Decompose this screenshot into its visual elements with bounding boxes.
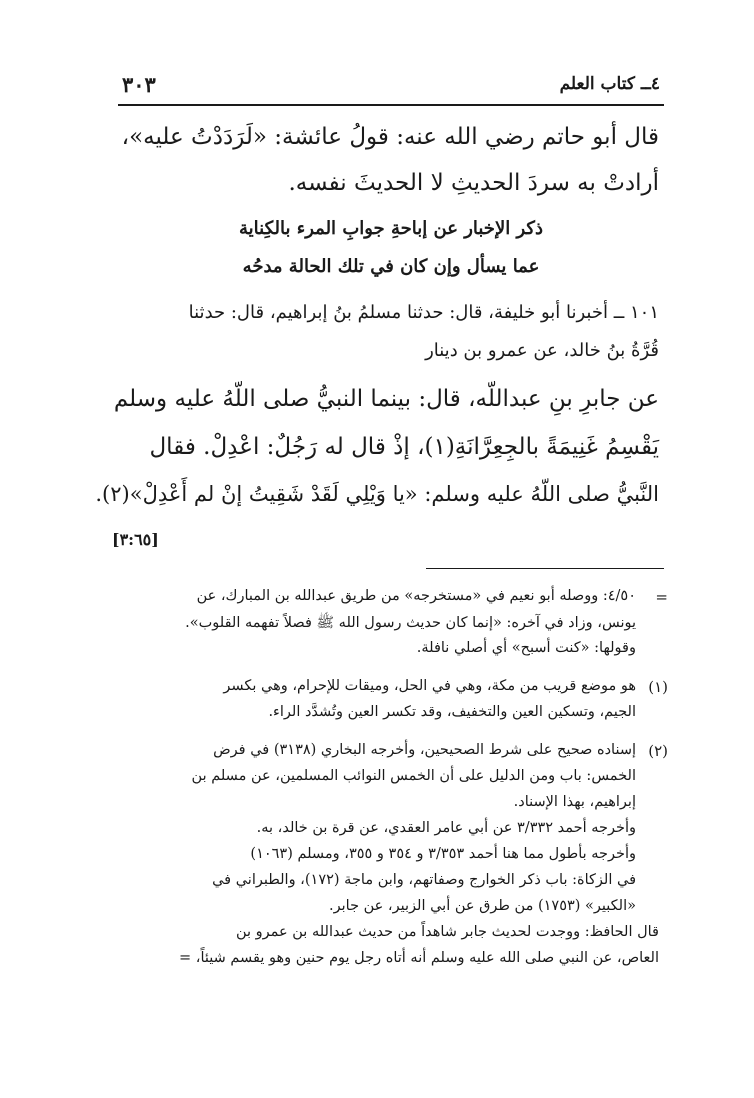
- chapter-heading-line-2: عما يسأل وإن كان في تلك الحالة مدحُه: [242, 256, 540, 277]
- footnote-2-line-3: إبراهيم، بهذا الإسناد.: [513, 794, 636, 810]
- footnote-2-number: (٢): [648, 742, 668, 760]
- volume-reference: [٣:٦٥]: [112, 530, 159, 549]
- running-header: [118, 70, 664, 106]
- footnote-1-number: (١): [648, 678, 668, 696]
- hadith-text-line-1: عن جابرِ بنِ عبداللّه، قال: بينما النبيُّ صلى اللّهُ عليه وسلم: [113, 386, 659, 412]
- footnote-2-line-5: وأخرجه بأطول مما هنا أحمد ٣/٣٥٣ و ٣٥٤ و ٣٥٥، ومسلم (١٠٦٣): [250, 846, 636, 862]
- isnad-line-1: ١٠١ ــ أخبرنا أبو خليفة، قال: حدثنا مسلمُ بنُ إبراهيم، قال: حدثنا: [188, 302, 659, 323]
- hadith-text-line-2: يَقْسِمُ غَنِيمَةً بالجِعِرَّانَةِ(١)، إذْ قال له رَجُلٌ: اعْدِلْ. فقال: [149, 434, 659, 460]
- footnote-1-line-2: الجيم، وتسكين العين والتخفيف، وقد تكسر العين وتُشدَّد الراء.: [268, 704, 636, 720]
- page-number: ٣٠٣: [122, 72, 156, 97]
- footnote-1-line-1: [223, 678, 668, 696]
- footnote-continued-line-2: يونس، وزاد في آخره: «إنما كان حديث رسول الله ﷺ فصلاً تفهمه القلوب».: [185, 615, 636, 631]
- footnote-2-line-9: العاص، عن النبي صلى الله عليه وسلم أنه أتاه رجل يوم حنين وهو يقسم شيئاً، =: [179, 950, 659, 966]
- commentary-line-2: أرادتْ به سردَ الحديثِ لا الحديثَ نفسه.: [288, 170, 659, 196]
- footnote-1-text-1: هو موضع قريب من مكة، وهي في الحل، وميقات للإحرام، وهي بكسر: [223, 678, 636, 694]
- commentary-line-1: قال أبو حاتم رضي الله عنه: قولُ عائشة: «لَرَدَدْتُ عليه»،: [121, 124, 659, 150]
- chapter-heading-line-1: ذكر الإخبار عن إباحةِ جوابِ المرء بالكِناية: [239, 218, 543, 239]
- footnote-2-line-6: في الزكاة: باب ذكر الخوارج وصفاتهم، وابن ماجة (١٧٢)، والطبراني في: [212, 872, 636, 888]
- footnote-2-line-8: قال الحافظ: ووجدت لحديث جابر شاهداً من حديث عبدالله بن عمرو بن: [235, 924, 659, 940]
- footnote-2-line-2: الخمس: باب ومن الدليل على أن الخمس النوائب المسلمين، عن مسلم بن: [191, 768, 636, 784]
- continuation-mark: =: [655, 588, 668, 606]
- footnote-continued-line-3: وقولها: «كنت أسبح» أي أصلي نافلة.: [416, 640, 636, 656]
- footnote-continued-line-1: [196, 588, 668, 606]
- footnote-2-line-4: وأخرجه أحمد ٣/٣٣٢ عن أبي عامر العقدي، عن قرة بن خالد، به.: [256, 820, 636, 836]
- footnote-continued-text-1: ٤/٥٠: ووصله أبو نعيم في «مستخرجه» من طريق عبدالله بن المبارك، عن: [196, 588, 636, 604]
- chapter-title: ٤ــ كتاب العلم: [559, 74, 660, 94]
- hadith-text-line-3: النَّبيُّ صلى اللّهُ عليه وسلم: «يا وَيْلِي لَقَدْ شَقِيتُ إنْ لم أَعْدِلْ»(٢).: [95, 482, 659, 506]
- footnote-2-line-1: [213, 742, 668, 760]
- isnad-line-2: قُرَّةُ بنُ خالد، عن عمرو بن دينار: [425, 340, 659, 361]
- footnote-2-text-1: إسناده صحيح على شرط الصحيحين، وأخرجه البخاري (٣١٣٨) في فرض: [213, 742, 636, 758]
- footnote-2-line-7: «الكبير» (١٧٥٣) من طرق عن أبي الزبير، عن جابر.: [329, 898, 636, 914]
- footnote-separator: [426, 568, 664, 569]
